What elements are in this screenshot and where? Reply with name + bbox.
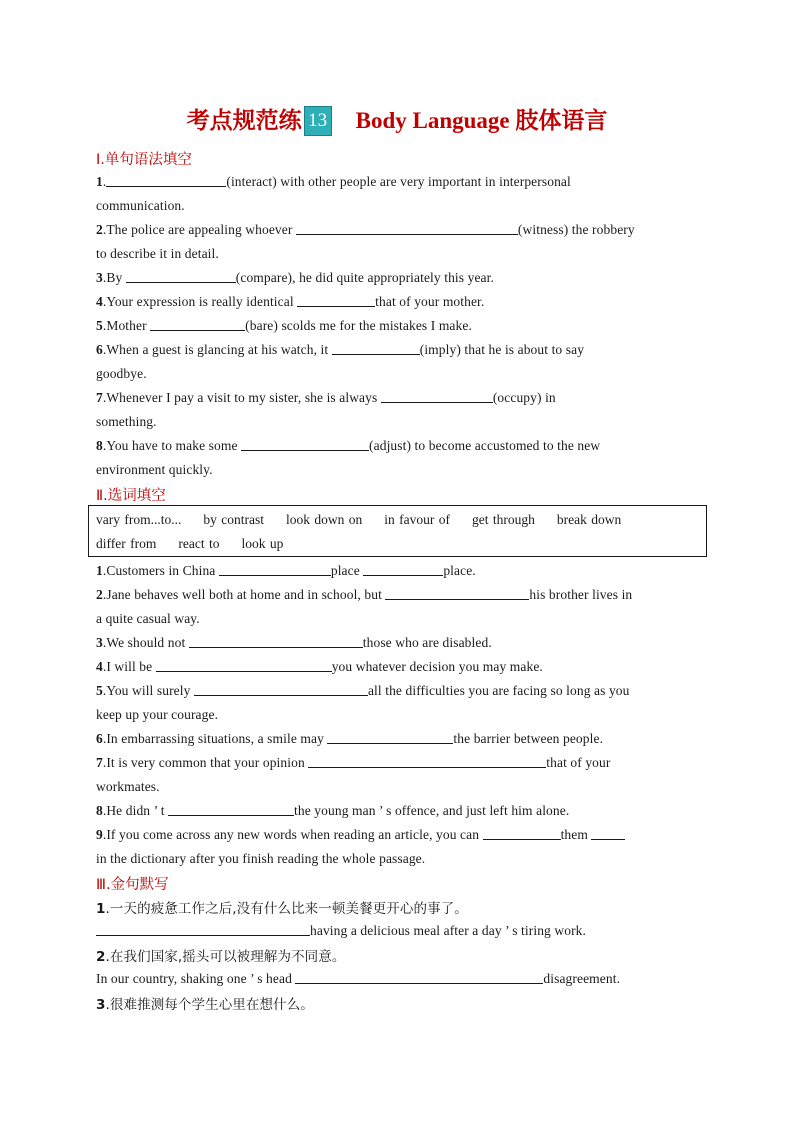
question-2-8: 8.He didn ’ t the young man ’ s offence, and just left him alone. — [96, 803, 570, 818]
word-bank-row-1 — [96, 512, 643, 528]
word-option: get through — [471, 512, 535, 527]
section-3-heading: Ⅲ.金句默写 — [96, 877, 169, 893]
question-2-7: 7.It is very common that your opinion that of your — [96, 755, 611, 770]
sentence-3-2-chinese: 2.在我们国家,摇头可以被理解为不同意。 — [96, 949, 346, 965]
question-1-6: 6.When a guest is glancing at his watch, it (imply) that he is about to say — [96, 342, 585, 357]
question-2-1: 1.Customers in China place place. — [96, 563, 476, 578]
question-1-6-cont: goodbye. — [96, 366, 147, 381]
word-bank-box — [88, 505, 707, 557]
question-1-2-cont: to describe it in detail. — [96, 246, 219, 261]
section-1-heading: Ⅰ.单句语法填空 — [96, 152, 192, 168]
title-prefix: 考点规范练 — [186, 108, 302, 133]
answer-blank[interactable] — [106, 174, 226, 187]
word-option: look up — [241, 536, 284, 551]
answer-blank[interactable] — [126, 270, 236, 283]
question-2-6: 6.In embarrassing situations, a smile may the barrier between people. — [96, 731, 604, 746]
answer-blank[interactable] — [327, 731, 453, 744]
question-2-2: 2.Jane behaves well both at home and in school, but his brother lives in — [96, 587, 633, 602]
question-2-7-cont: workmates. — [96, 779, 160, 794]
answer-blank[interactable] — [295, 971, 543, 984]
sentence-3-3-chinese: 3.很难推测每个学生心里在想什么。 — [96, 997, 314, 1013]
answer-blank[interactable] — [385, 587, 529, 600]
question-2-9-cont: in the dictionary after you finish reading the whole passage. — [96, 851, 426, 866]
answer-blank[interactable] — [308, 755, 546, 768]
answer-blank[interactable] — [332, 342, 420, 355]
question-1-8-cont: environment quickly. — [96, 462, 213, 477]
question-2-2-cont: a quite casual way. — [96, 611, 200, 626]
question-1-7: 7.Whenever I pay a visit to my sister, she is always (occupy) in — [96, 390, 556, 405]
question-2-3: 3.We should not those who are disabled. — [96, 635, 492, 650]
title-suffix: Body Language 肢体语言 — [355, 108, 608, 133]
answer-blank[interactable] — [189, 635, 363, 648]
word-option: in favour of — [384, 512, 450, 527]
sentence-3-1-chinese: 1.一天的疲惫工作之后,没有什么比来一顿美餐更开心的事了。 — [96, 901, 468, 917]
answer-blank[interactable] — [194, 683, 368, 696]
question-2-9: 9.If you come across any new words when reading an article, you can them — [96, 827, 706, 843]
question-1-5: 5.Mother (bare) scolds me for the mistakes I make. — [96, 318, 472, 333]
lesson-number-badge: 13 — [304, 106, 332, 136]
answer-blank[interactable] — [150, 318, 245, 331]
answer-blank[interactable] — [381, 390, 493, 403]
question-2-4: 4.I will be you whatever decision you may make. — [96, 659, 543, 674]
answer-blank[interactable] — [591, 827, 625, 840]
question-1-3: 3.By (compare), he did quite appropriately this year. — [96, 270, 494, 285]
word-option: differ from — [96, 536, 157, 551]
word-option: vary from...to... — [96, 512, 182, 527]
answer-blank[interactable] — [297, 294, 375, 307]
answer-blank[interactable] — [168, 803, 294, 816]
question-1-2: 2.The police are appealing whoever (witness) the robbery — [96, 222, 635, 237]
word-option: by contrast — [203, 512, 264, 527]
answer-blank[interactable] — [241, 438, 369, 451]
sentence-3-1-english: having a delicious meal after a day ’ s tiring work. — [96, 923, 706, 939]
word-bank-row-2 — [96, 536, 305, 552]
question-1-7-cont: something. — [96, 414, 157, 429]
answer-blank[interactable] — [156, 659, 332, 672]
question-1-8: 8.You have to make some (adjust) to become accustomed to the new — [96, 438, 601, 453]
word-option: break down — [556, 512, 622, 527]
question-2-5: 5.You will surely all the difficulties you are facing so long as you — [96, 683, 630, 698]
question-1-1: 1. (interact) with other people are very important in interpersonal — [96, 174, 571, 189]
word-option: look down on — [285, 512, 363, 527]
question-1-1-cont: communication. — [96, 198, 185, 213]
answer-blank[interactable] — [96, 923, 310, 936]
answer-blank[interactable] — [483, 827, 561, 840]
sentence-3-2-english: In our country, shaking one ’ s head disagreement. — [96, 971, 621, 986]
answer-blank[interactable] — [363, 563, 443, 576]
section-2-heading: Ⅱ.选词填空 — [96, 488, 166, 504]
word-option: react to — [178, 536, 220, 551]
answer-blank[interactable] — [296, 222, 518, 235]
page-title — [0, 104, 794, 138]
answer-blank[interactable] — [219, 563, 331, 576]
question-2-5-cont: keep up your courage. — [96, 707, 219, 722]
question-1-4: 4.Your expression is really identical that of your mother. — [96, 294, 485, 309]
